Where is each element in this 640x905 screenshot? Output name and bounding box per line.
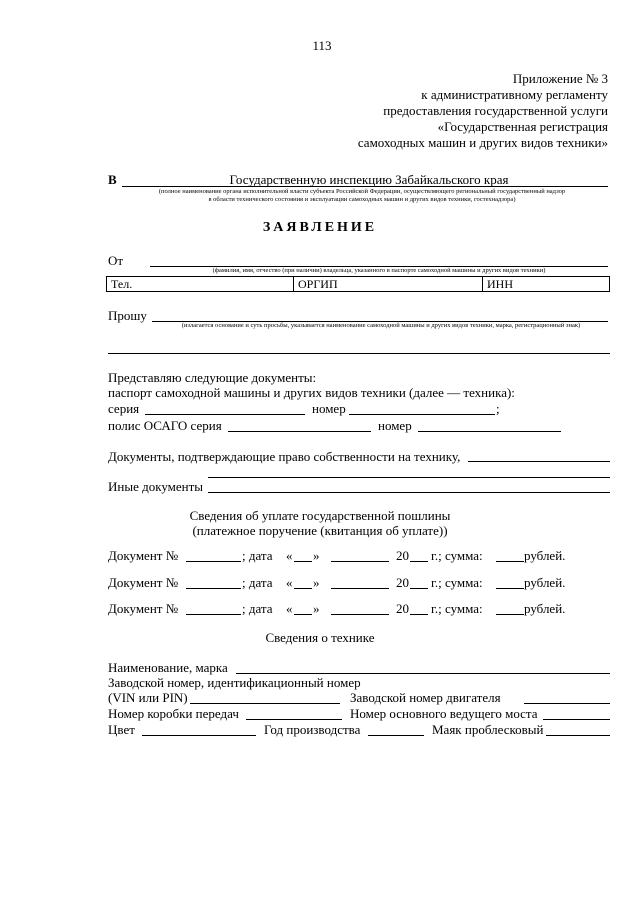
- addressee-hint-2: в области технического состояния и эксплуатации самоходных машин и других видов техники, гостехнадзора): [208, 196, 516, 203]
- documents-passport: паспорт самоходной машины и других видов техники (далее — техника):: [108, 385, 515, 400]
- fee-row-2-quote-open: «: [286, 575, 293, 590]
- fee-row-1-doc-field[interactable]: [186, 561, 241, 562]
- fee-row-1-quote-close: »: [313, 548, 320, 563]
- fee-row-1-date: ; дата: [242, 548, 273, 563]
- fee-row-2-currency: рублей.: [524, 575, 566, 590]
- appendix-line-1: Приложение № 3: [512, 71, 608, 86]
- fee-row-3-date: ; дата: [242, 601, 273, 616]
- fee-row-3-year-prefix: 20: [396, 601, 409, 616]
- inn-label: ИНН: [487, 277, 513, 291]
- fee-row-3-doc: Документ №: [108, 601, 179, 616]
- number-label: номер: [312, 401, 346, 416]
- fee-row-2-quote-close: »: [313, 575, 320, 590]
- tech-gearbox-label: Номер коробки передач: [108, 706, 239, 721]
- fee-row-2-day-field[interactable]: [294, 588, 312, 589]
- fee-subheading: (платежное поручение (квитанция об уплате)): [192, 523, 448, 538]
- number-semicolon: ;: [496, 401, 500, 416]
- fee-row-2-doc-field[interactable]: [186, 588, 241, 589]
- ogrip-label: ОРГИП: [298, 277, 338, 291]
- fee-row-3-quote-open: «: [286, 601, 293, 616]
- other-docs-label: Иные документы: [108, 479, 204, 494]
- tech-axle-label: Номер основного ведущего моста: [350, 706, 538, 721]
- fee-row-2-year-suffix: г.; сумма:: [431, 575, 483, 590]
- tech-color-label: Цвет: [108, 722, 135, 737]
- fee-row-3-month-field[interactable]: [331, 614, 389, 615]
- documents-intro: Представляю следующие документы:: [108, 370, 317, 385]
- appendix-line-5: самоходных машин и других видов техники»: [357, 135, 608, 150]
- fee-row-3-currency: рублей.: [524, 601, 566, 616]
- addressee-value: Государственную инспекцию Забайкальского края: [229, 172, 509, 187]
- fee-row-3-year-field[interactable]: [410, 614, 428, 615]
- tech-engine-number-field[interactable]: [524, 703, 610, 704]
- page-number: 113: [312, 38, 332, 53]
- ogrip-cell[interactable]: [294, 277, 483, 292]
- tel-cell[interactable]: [107, 277, 294, 292]
- fee-row-1-sum-field[interactable]: [496, 561, 524, 562]
- number-field[interactable]: [349, 414, 495, 415]
- tech-gearbox-field[interactable]: [246, 719, 342, 720]
- tech-name-brand-field[interactable]: [236, 673, 610, 674]
- fee-row-3-day-field[interactable]: [294, 614, 312, 615]
- fee-row-1-year-field[interactable]: [410, 561, 428, 562]
- ownership-label: Документы, подтверждающие право собственности на технику,: [108, 449, 461, 464]
- tech-year-label: Год производства: [264, 722, 361, 737]
- fee-row-2-doc: Документ №: [108, 575, 179, 590]
- fee-row-1-year-suffix: г.; сумма:: [431, 548, 483, 563]
- tech-axle-field[interactable]: [543, 719, 610, 720]
- tech-year-field[interactable]: [368, 735, 424, 736]
- request-line-2[interactable]: [108, 353, 610, 354]
- addressee-prefix: В: [108, 172, 117, 187]
- osago-series-field[interactable]: [228, 431, 371, 432]
- other-docs-field[interactable]: [208, 492, 610, 493]
- fee-row-1-quote-open: «: [286, 548, 293, 563]
- addressee-line[interactable]: [122, 186, 608, 187]
- tech-name-brand-label: Наименование, марка: [108, 660, 228, 675]
- ownership-field[interactable]: [468, 461, 610, 462]
- osago-series-label: полис ОСАГО серия: [108, 418, 222, 433]
- from-hint: (фамилия, имя, отчество (при наличии) владельца, указанного в паспорте самоходной машины и других видов техники): [212, 267, 546, 274]
- fee-row-1-year-prefix: 20: [396, 548, 409, 563]
- fee-row-3-quote-close: »: [313, 601, 320, 616]
- osago-number-label: номер: [378, 418, 412, 433]
- fee-row-1-month-field[interactable]: [331, 561, 389, 562]
- tech-heading: Сведения о технике: [265, 630, 375, 645]
- osago-number-field[interactable]: [418, 431, 561, 432]
- series-label: серия: [108, 401, 140, 416]
- from-label: От: [108, 253, 124, 268]
- fee-row-1-day-field[interactable]: [294, 561, 312, 562]
- form-title: ЗАЯВЛЕНИЕ: [262, 220, 378, 235]
- fee-row-3-sum-field[interactable]: [496, 614, 524, 615]
- request-hint: (излагается основание и суть просьбы, указывается наименование самоходной машины и других видов техники, марка, регистрационный знак): [181, 322, 581, 329]
- tech-vin-field[interactable]: [190, 703, 340, 704]
- request-label: Прошу: [108, 308, 147, 323]
- other-docs-top-line[interactable]: [208, 477, 610, 478]
- tech-beacon-field[interactable]: [546, 735, 610, 736]
- tech-color-field[interactable]: [142, 735, 256, 736]
- addressee-hint-1: (полное наименование органа исполнительной власти субъекта Российской Федерации, осуществляющего региональный государственный надзор: [158, 188, 566, 195]
- fee-row-2-sum-field[interactable]: [496, 588, 524, 589]
- fee-row-2-year-prefix: 20: [396, 575, 409, 590]
- fee-row-2-month-field[interactable]: [331, 588, 389, 589]
- fee-row-1-doc: Документ №: [108, 548, 179, 563]
- appendix-line-3: предоставления государственной услуги: [383, 103, 608, 118]
- appendix-line-4: «Государственная регистрация: [437, 119, 608, 134]
- appendix-line-2: к административному регламенту: [421, 87, 608, 102]
- fee-row-3-doc-field[interactable]: [186, 614, 241, 615]
- inn-cell[interactable]: [483, 277, 610, 292]
- fee-heading: Сведения об уплате государственной пошлины: [189, 508, 451, 523]
- fee-row-2-year-field[interactable]: [410, 588, 428, 589]
- series-field[interactable]: [145, 414, 305, 415]
- tech-vin-label: (VIN или PIN): [108, 690, 188, 705]
- tech-engine-number-label: Заводской номер двигателя: [350, 690, 501, 705]
- fee-row-2-date: ; дата: [242, 575, 273, 590]
- fee-row-1-currency: рублей.: [524, 548, 566, 563]
- tel-label: Тел.: [111, 277, 133, 291]
- contact-table: [106, 276, 610, 292]
- fee-row-3-year-suffix: г.; сумма:: [431, 601, 483, 616]
- tech-beacon-label: Маяк проблесковый: [432, 722, 544, 737]
- tech-factory-number-label: Заводской номер, идентификационный номер: [108, 675, 361, 690]
